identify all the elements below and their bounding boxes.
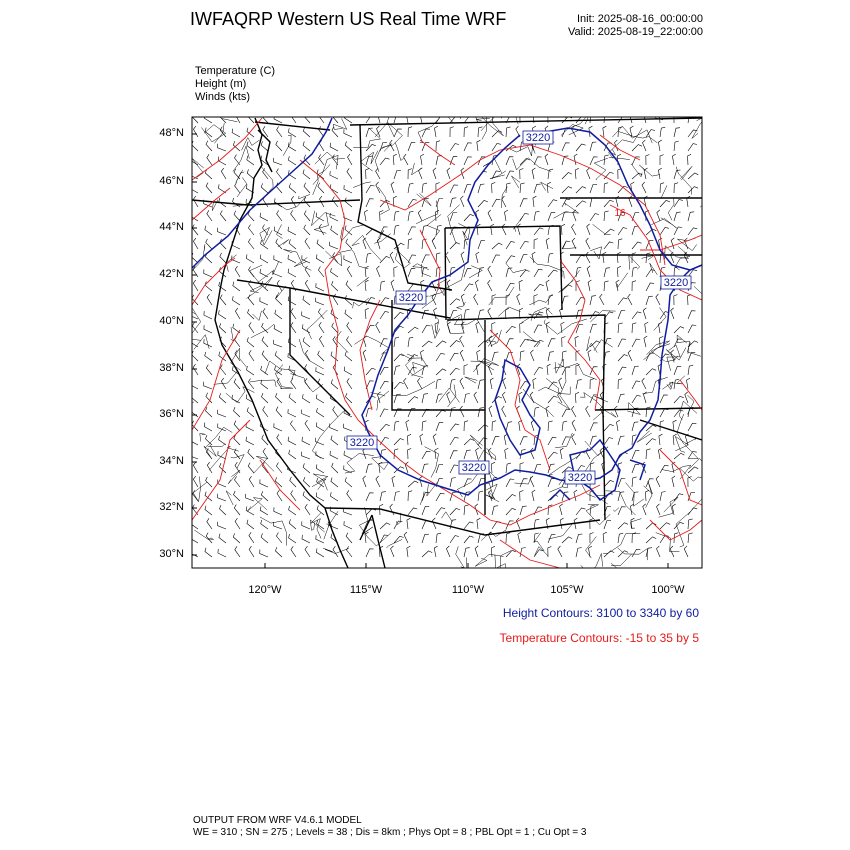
field-label-winds: Winds (kts) — [195, 91, 250, 103]
county-line — [291, 568, 311, 574]
height-contour-legend: Height Contours: 3100 to 3340 by 60 — [502, 606, 699, 620]
latitude-label: 46°N — [159, 175, 184, 187]
latitude-label: 48°N — [159, 127, 184, 139]
longitude-label: 115°W — [349, 584, 383, 596]
field-label-height: Height (m) — [195, 78, 247, 90]
model-info-line-2: WE = 310 ; SN = 275 ; Levels = 38 ; Dis = 8km ; Phys Opt = 8 ; PBL Opt = 1 ; Cu Opt = 3 — [193, 827, 587, 838]
height-contour-label: 3220 — [349, 437, 375, 449]
height-contour-label: 3220 — [525, 132, 551, 144]
height-contour-label: 3220 — [567, 472, 593, 484]
longitude-label: 110°W — [451, 584, 485, 596]
field-label-temperature: Temperature (C) — [195, 65, 276, 77]
latitude-label: 42°N — [159, 268, 184, 280]
height-contour-label: 3220 — [461, 462, 487, 474]
latitude-label: 30°N — [159, 548, 184, 560]
temperature-contour-label: 16 — [614, 208, 626, 219]
height-contour-label: 3220 — [398, 292, 424, 304]
map-title: IWFAQRP Western US Real Time WRF — [190, 9, 507, 29]
latitude-label: 44°N — [159, 221, 184, 233]
height-contour-label: 3220 — [663, 277, 689, 289]
valid-time: Valid: 2025-08-19_22:00:00 — [568, 26, 703, 38]
init-time: Init: 2025-08-16_00:00:00 — [577, 13, 703, 25]
longitude-label: 100°W — [651, 584, 685, 596]
temperature-contour-legend: Temperature Contours: -15 to 35 by 5 — [499, 631, 699, 645]
latitude-label: 38°N — [159, 362, 184, 374]
latitude-label: 36°N — [159, 408, 184, 420]
model-info-line-1: OUTPUT FROM WRF V4.6.1 MODEL — [193, 815, 362, 826]
longitude-label: 120°W — [248, 584, 282, 596]
county-line — [457, 88, 468, 119]
latitude-label: 32°N — [159, 501, 184, 513]
longitude-label: 105°W — [550, 584, 584, 596]
latitude-label: 40°N — [159, 315, 184, 327]
latitude-label: 34°N — [159, 455, 184, 467]
